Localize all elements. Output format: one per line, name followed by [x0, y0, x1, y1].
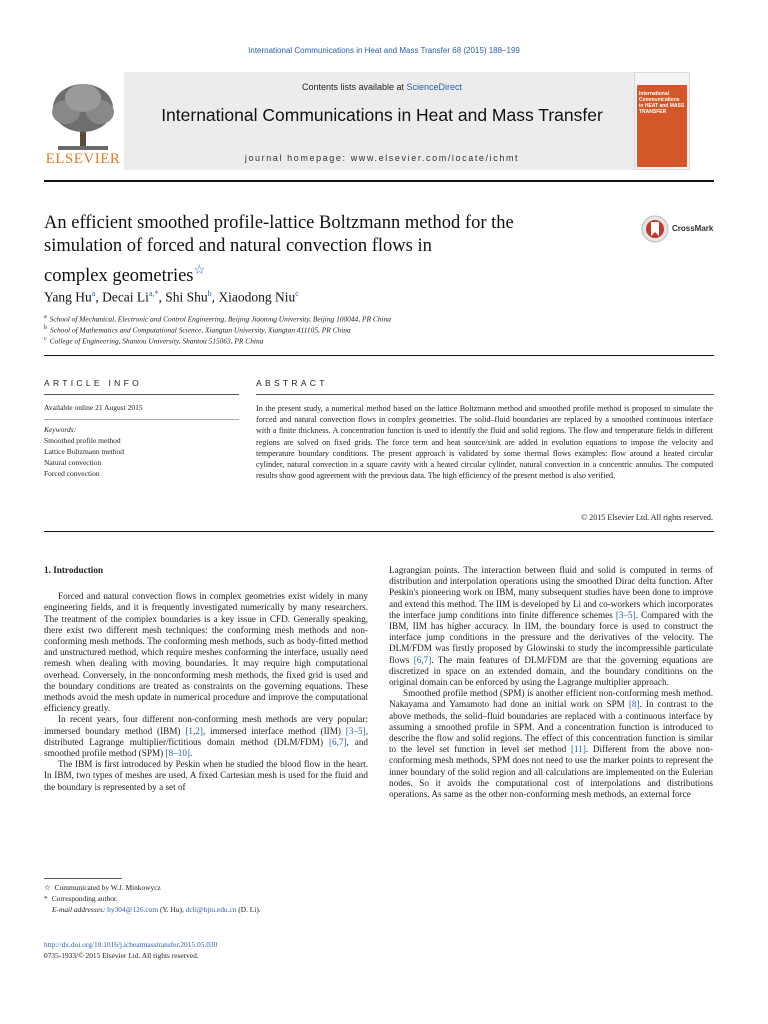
- author-separator: ,: [211, 289, 219, 305]
- citation-link[interactable]: [8]: [628, 699, 640, 710]
- journal-homepage[interactable]: journal homepage: www.elsevier.com/locate/ichmt: [244, 153, 520, 163]
- author-3-affil: b: [207, 289, 212, 298]
- intro-paragraph-2: [44, 714, 368, 759]
- email-link-hu[interactable]: hy304@126.com: [107, 905, 159, 914]
- footnote-text: Corresponding author.: [51, 894, 118, 903]
- affiliation-text: School of Mechanical, Electronic and Control Engineering, Beijing Jiaotong University, Beijing 100044, PR China: [49, 314, 391, 324]
- header-rule: [44, 180, 714, 182]
- contents-line: [124, 82, 640, 92]
- text-run: Smoothed profile method (SPM) is another efficient non-conforming mesh method. Nakayama and Yamamoto had done an initial work on SPM: [389, 688, 713, 710]
- abstract-copyright: © 2015 Elsevier Ltd. All rights reserved.: [580, 513, 713, 522]
- keyword-4: Forced convection: [44, 469, 100, 478]
- text-run: , distributed Lagrange multiplier/fictitious domain method (DLM/FDM): [44, 725, 368, 747]
- footnote-asterisk: *: [44, 894, 48, 903]
- author-1-affil: a: [91, 289, 96, 298]
- abstract-heading: ABSTRACT: [256, 378, 328, 388]
- elsevier-wordmark: ELSEVIER: [45, 151, 121, 167]
- crossmark-label: CrossMark: [672, 224, 714, 233]
- section-heading-introduction: 1. Introduction: [44, 565, 104, 575]
- article-title: [44, 212, 604, 288]
- affiliation-rule: [44, 355, 714, 356]
- keyword-1: Smoothed profile method: [44, 436, 121, 445]
- intro-paragraph-1: Forced and natural convection flows in complex geometries exist widely in many engineering fields, and it is frequently investigated numerically by many researchers. The treatment of the complex boundaries is a key issue in CFD. Generally speaking, there exist two different mesh techniques: the conforming mesh methods and non-conforming mesh methods. The conforming mesh methods, such as body-fitted method and unstructured method, which require meshes conforming the interface, usually need remesh when dealing with moving boundaries. It may require high computational overhead. Conversely, in the nonconforming mesh methods, the fixed grid is used and the boundary conditions are treated as constraints on the governing equations. These methods avoid the mesh update in numerical procedure and improve the computational efficiency greatly.: [44, 591, 368, 714]
- issn-copyright: 0735-1933/© 2015 Elsevier Ltd. All rights reserved.: [44, 951, 199, 960]
- author-list: [44, 289, 299, 306]
- affiliation-mark: c: [44, 336, 47, 342]
- author-1[interactable]: Yang Hu: [44, 289, 92, 305]
- email-owner: (D. Li).: [236, 905, 261, 914]
- crossmark-icon: [641, 215, 669, 243]
- text-run: . The main features of DLM/FDM are that the governing equations are discretized in space on an extended domain, and the boundary conditions on the original domain can be enforced by using the Lagrange multiplier approach.: [389, 654, 713, 688]
- body-right-column: [389, 565, 713, 800]
- contents-prefix: Contents lists available at: [301, 82, 407, 92]
- citation-link[interactable]: [8–10]: [165, 748, 190, 759]
- citation-link[interactable]: [3–5]: [345, 725, 366, 736]
- intro-paragraph-3: The IBM is first introduced by Peskin when he studied the blood flow in the heart. In IBM, two types of meshes are used. A fixed Cartesian mesh is used for the fluid and the boundary is represented by a set of: [44, 759, 368, 792]
- author-2[interactable]: Decai Li: [102, 289, 149, 305]
- text-run: . In contrast to the above methods, the solid–fluid boundaries are replaced with a continuous interface by assuming a smoothed profile in SPM. And a concentration function is introduced to describe the flow and solid regions. The effect of this concentration function is similar to the level set function in level set method: [389, 699, 714, 755]
- title-line-1: An efficient smoothed profile-lattice Boltzmann method for the: [44, 213, 514, 233]
- email-label: E-mail addresses:: [52, 905, 108, 914]
- footnote-communicated: [44, 882, 368, 893]
- article-info-rule: [44, 394, 239, 395]
- body-left-column: [44, 565, 368, 793]
- author-4[interactable]: Xiaodong Niu: [218, 289, 296, 305]
- author-4-affil: c: [295, 289, 299, 298]
- intro-paragraph-5: [389, 688, 713, 800]
- doi-block: [44, 939, 217, 961]
- affiliation-b: [44, 325, 351, 334]
- affiliation-c: [44, 336, 263, 345]
- affiliation-text: School of Mathematics and Computational Science, Xiangtan University, Xiangtan 411105, PR China: [50, 325, 351, 335]
- text-run: .: [189, 748, 193, 759]
- journal-name: International Communications in Heat and Mass Transfer: [161, 105, 603, 125]
- article-info-divider: [44, 419, 239, 420]
- citation-link[interactable]: [1,2]: [185, 725, 203, 736]
- footnote-emails: [52, 904, 368, 915]
- citation-link[interactable]: [11]: [570, 744, 586, 755]
- citation-link[interactable]: [6,7]: [328, 736, 347, 747]
- doi-link[interactable]: http://dx.doi.org/10.1016/j.icheatmasstransfer.2015.05.030: [44, 940, 218, 949]
- text-run: Lagrangian points. The interaction between fluid and solid is computed in terms of distribution and interpolation operations using the smoothed Dirac delta function. After Peskin's pioneering work on IBM, many subsequent studies have been done to improve and extend this method. The IIM is developed by Li and co-workers which incorporates the interface jump conditions into finite difference schemes: [389, 565, 713, 620]
- author-separator: ,: [158, 289, 166, 305]
- abstract-rule: [256, 394, 714, 395]
- abstract-text: In the present study, a numerical method based on the lattice Boltzmann method and smoothed profile method is proposed to simulate the forced and natural convection flows in complex geometries. The solid–fluid boundaries are replaced by a smoothed continuous interface with a finite thickness. A concentration function is used to identify the fluid and solid regions. The flow and temperature fields in different regions are solved on fixed grids. The force term and heat source/sink are added in evolution equations to impose the velocity and temperature boundary conditions. The present approach is validated by some thermal flows examples: flow around a heated circular cylinder, natural convection in a square cavity with a heated circular cylinder, natural convection in a concentric annulus. The computed results show good agreement with the previous data. The high efficiency of the present method is also verified.: [256, 404, 713, 481]
- sciencedirect-link[interactable]: ScienceDirect: [406, 82, 463, 92]
- keyword-2: Lattice Boltzmann method: [44, 447, 124, 456]
- title-line-3: complex geometries: [44, 266, 194, 287]
- journal-citation-link[interactable]: International Communications in Heat and Mass Transfer 68 (2015) 188–199: [248, 46, 520, 55]
- citation-link[interactable]: [6,7]: [413, 654, 432, 665]
- title-footnote-star[interactable]: ☆: [193, 262, 206, 277]
- author-separator: ,: [95, 289, 103, 305]
- affiliation-a: [44, 314, 391, 323]
- journal-header: [44, 72, 685, 170]
- citation-link[interactable]: [3–5]: [615, 609, 636, 620]
- text-run: . Compared with the IBM, IIM has higher accuracy. In IIM, the boundary force is used to construct the interface jump conditions in the pressure and the derivatives of the velocity. The DLM/FDM was firstly proposed by Glowinski to study the incompressible particulate flows: [389, 609, 713, 665]
- text-run: , and smoothed profile method (SPM): [44, 736, 369, 759]
- intro-paragraph-4: [389, 565, 713, 688]
- affiliation-mark: a: [44, 314, 47, 320]
- text-run: In recent years, four different non-conforming mesh methods are very popular: immersed boundary method (IBM): [44, 714, 368, 736]
- footnotes: [44, 882, 368, 915]
- crossmark-badge[interactable]: [641, 215, 719, 245]
- keywords-label: Keywords:: [44, 425, 77, 434]
- email-link-li[interactable]: dcli@bjtu.edu.cn: [185, 905, 237, 914]
- keyword-3: Natural convection: [44, 458, 102, 467]
- cover-title: International Communications in HEAT and MASS TRANSFER: [639, 91, 685, 115]
- abstract-end-rule: [44, 531, 714, 532]
- footnote-rule: [44, 878, 122, 879]
- author-2-affil: a,*: [148, 289, 159, 298]
- affiliation-text: College of Engineering, Shantou University, Shantou 515063, PR China: [49, 336, 264, 346]
- title-line-2: simulation of forced and natural convection flows in: [44, 236, 432, 256]
- text-run: . Different from the above non-conforming mesh methods, SPM does not need to use the marker points to represent the inner boundary of the solid region and all calculations are implemented on the Eulerian nodes. So it avoids the computational cost of interpolations and distributions operations. As same as the other non-conforming mesh methods, an external force: [389, 744, 713, 800]
- text-run: , immersed interface method (IIM): [202, 725, 346, 736]
- author-3[interactable]: Shi Shu: [165, 289, 208, 305]
- footnote-star: ☆: [44, 883, 51, 892]
- email-owner: (Y. Hu),: [158, 905, 186, 914]
- affiliation-mark: b: [44, 325, 47, 331]
- journal-cover-thumbnail: [634, 72, 690, 170]
- available-online: Available online 21 August 2015: [44, 403, 143, 412]
- article-info-heading: ARTICLE INFO: [44, 378, 143, 388]
- footnote-corresponding: [44, 893, 368, 904]
- footnote-text: Communicated by W.J. Minkowycz: [54, 883, 161, 892]
